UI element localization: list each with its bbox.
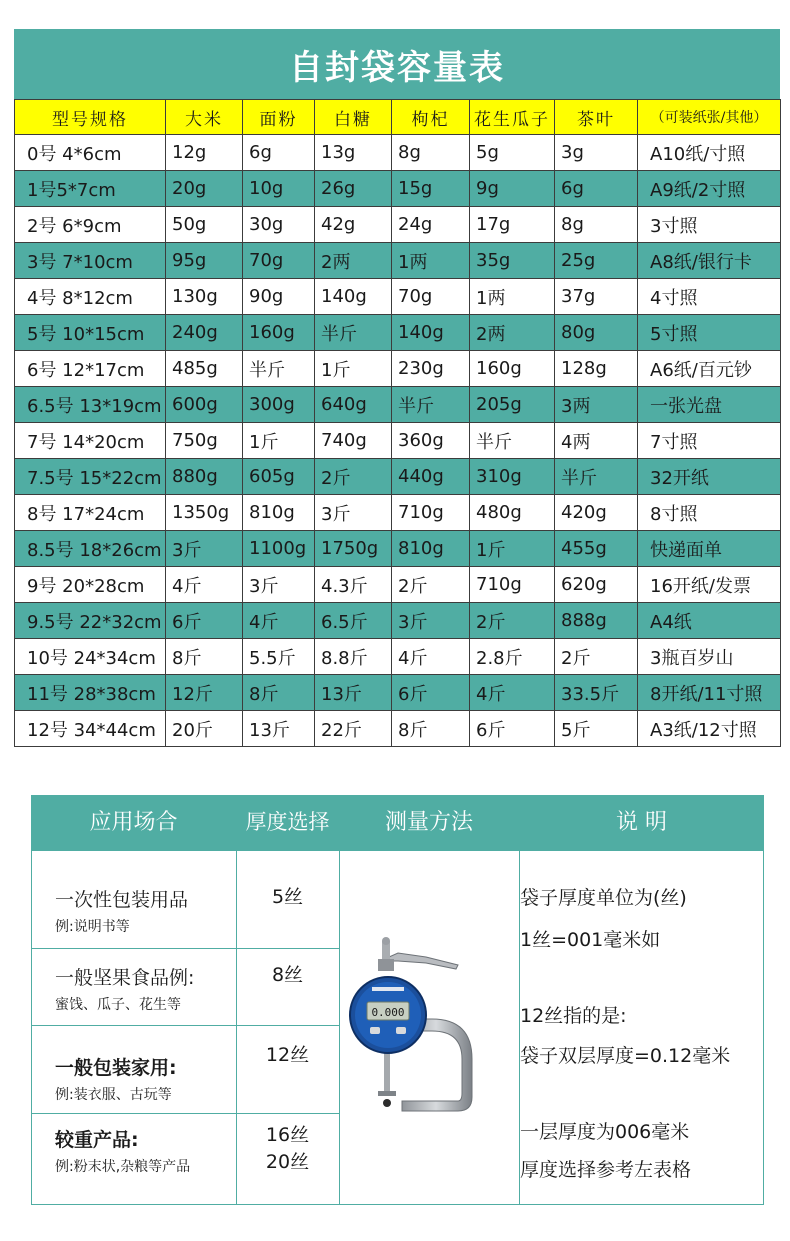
capacity-cell: 810g — [243, 495, 315, 531]
size-spec-cell: 8号 17*24cm — [15, 495, 166, 531]
capacity-cell: 半斤 — [243, 351, 315, 387]
capacity-cell: 3斤 — [315, 495, 392, 531]
capacity-cell: 6g — [243, 135, 315, 171]
capacity-cell: 80g — [555, 315, 638, 351]
capacity-cell: 4两 — [555, 423, 638, 459]
capacity-row — [15, 603, 781, 639]
capacity-cell: 8.8斤 — [315, 639, 392, 675]
capacity-cell: 5g — [470, 135, 555, 171]
divider — [31, 1025, 236, 1026]
capacity-cell: 半斤 — [555, 459, 638, 495]
capacity-cell: 6斤 — [166, 603, 243, 639]
use-row-disposable — [55, 885, 188, 936]
capacity-cell: 810g — [392, 531, 470, 567]
capacity-row — [15, 459, 781, 495]
capacity-row — [15, 531, 781, 567]
capacity-cell: A6纸/百元钞 — [638, 351, 781, 387]
capacity-cell: 3两 — [555, 387, 638, 423]
capacity-cell: 50g — [166, 207, 243, 243]
capacity-cell: 620g — [555, 567, 638, 603]
capacity-row — [15, 711, 781, 747]
capacity-cell: 1斤 — [315, 351, 392, 387]
capacity-cell: 3斤 — [392, 603, 470, 639]
thickness-value: 12丝 — [265, 1044, 310, 1066]
divider — [236, 1113, 339, 1114]
capacity-cell: 5.5斤 — [243, 639, 315, 675]
capacity-cell: 3斤 — [166, 531, 243, 567]
divider — [31, 948, 236, 949]
capacity-row — [15, 207, 781, 243]
size-spec-cell: 6号 12*17cm — [15, 351, 166, 387]
size-spec-cell: 3号 7*10cm — [15, 243, 166, 279]
capacity-table-title: 自封袋容量表 — [14, 29, 780, 99]
capacity-cell: 600g — [166, 387, 243, 423]
capacity-cell: 360g — [392, 423, 470, 459]
capacity-cell: 快递面单 — [638, 531, 781, 567]
capacity-cell: 1斤 — [243, 423, 315, 459]
capacity-header-cell: 大米 — [166, 100, 243, 135]
capacity-cell: 1350g — [166, 495, 243, 531]
capacity-cell: 2斤 — [555, 639, 638, 675]
capacity-cell: 半斤 — [392, 387, 470, 423]
capacity-cell: 230g — [392, 351, 470, 387]
capacity-cell: 70g — [243, 243, 315, 279]
capacity-cell: 420g — [555, 495, 638, 531]
capacity-cell: 3寸照 — [638, 207, 781, 243]
gauge-readout: 0.000 — [371, 1006, 405, 1019]
capacity-cell: 480g — [470, 495, 555, 531]
capacity-row — [15, 351, 781, 387]
capacity-cell: 1100g — [243, 531, 315, 567]
capacity-cell: 1斤 — [470, 531, 555, 567]
capacity-cell: 70g — [392, 279, 470, 315]
use-row-household — [55, 1053, 177, 1104]
capacity-cell: 一张光盘 — [638, 387, 781, 423]
capacity-cell: 90g — [243, 279, 315, 315]
capacity-cell: 160g — [243, 315, 315, 351]
capacity-table-section — [14, 29, 780, 747]
description-line: 一层厚度为006毫米 — [520, 1121, 690, 1143]
capacity-cell: 8寸照 — [638, 495, 781, 531]
capacity-cell: 140g — [392, 315, 470, 351]
capacity-cell: 8g — [555, 207, 638, 243]
thickness-value: 8丝 — [271, 964, 304, 986]
header-thickness: 厚度选择 — [245, 810, 330, 834]
capacity-cell: 640g — [315, 387, 392, 423]
thickness-table-header — [31, 795, 764, 850]
size-spec-cell: 4号 8*12cm — [15, 279, 166, 315]
capacity-row — [15, 315, 781, 351]
capacity-cell: 13g — [315, 135, 392, 171]
capacity-cell: 半斤 — [315, 315, 392, 351]
capacity-cell: 710g — [470, 567, 555, 603]
divider — [236, 1025, 339, 1026]
capacity-row — [15, 243, 781, 279]
use-title: 一般坚果食品例: — [55, 967, 195, 989]
capacity-cell: 13斤 — [243, 711, 315, 747]
capacity-row — [15, 567, 781, 603]
capacity-cell: 20g — [166, 171, 243, 207]
use-example: 蜜饯、瓜子、花生等 — [55, 997, 181, 1013]
size-spec-cell: 8.5号 18*26cm — [15, 531, 166, 567]
capacity-cell: 24g — [392, 207, 470, 243]
thickness-gauge-image — [340, 935, 480, 1135]
capacity-cell: 8斤 — [392, 711, 470, 747]
use-title: 一般包装家用: — [55, 1057, 177, 1079]
capacity-cell: 4寸照 — [638, 279, 781, 315]
capacity-cell: 2斤 — [315, 459, 392, 495]
capacity-cell: 37g — [555, 279, 638, 315]
size-spec-cell: 11号 28*38cm — [15, 675, 166, 711]
capacity-cell: 26g — [315, 171, 392, 207]
capacity-cell: 240g — [166, 315, 243, 351]
capacity-cell: 4斤 — [470, 675, 555, 711]
capacity-row — [15, 387, 781, 423]
capacity-cell: 6g — [555, 171, 638, 207]
capacity-cell: 310g — [470, 459, 555, 495]
capacity-cell: 20斤 — [166, 711, 243, 747]
use-example: 例:说明书等 — [55, 919, 130, 935]
capacity-row — [15, 423, 781, 459]
header-measure-method: 测量方法 — [384, 810, 473, 835]
capacity-row — [15, 675, 781, 711]
capacity-cell: 4斤 — [392, 639, 470, 675]
capacity-row — [15, 639, 781, 675]
capacity-cell: 33.5斤 — [555, 675, 638, 711]
capacity-cell: 2斤 — [470, 603, 555, 639]
capacity-cell: 205g — [470, 387, 555, 423]
capacity-cell: 35g — [470, 243, 555, 279]
capacity-cell: 3斤 — [243, 567, 315, 603]
capacity-cell: 10g — [243, 171, 315, 207]
capacity-cell: 888g — [555, 603, 638, 639]
capacity-cell: 22斤 — [315, 711, 392, 747]
capacity-row — [15, 135, 781, 171]
capacity-cell: 1750g — [315, 531, 392, 567]
size-spec-cell: 10号 24*34cm — [15, 639, 166, 675]
capacity-cell: 5斤 — [555, 711, 638, 747]
divider — [236, 948, 339, 949]
capacity-cell: A9纸/2寸照 — [638, 171, 781, 207]
capacity-cell: 2.8斤 — [470, 639, 555, 675]
thickness-value: 16丝 — [265, 1124, 310, 1146]
capacity-cell: 12斤 — [166, 675, 243, 711]
capacity-cell: 32开纸 — [638, 459, 781, 495]
size-spec-cell: 9.5号 22*32cm — [15, 603, 166, 639]
use-title: 较重产品: — [55, 1129, 139, 1151]
capacity-cell: 15g — [392, 171, 470, 207]
capacity-cell: 140g — [315, 279, 392, 315]
capacity-cell: 17g — [470, 207, 555, 243]
size-spec-cell: 5号 10*15cm — [15, 315, 166, 351]
size-spec-cell: 0号 4*6cm — [15, 135, 166, 171]
capacity-header-cell: 面粉 — [243, 100, 315, 135]
capacity-cell: 3g — [555, 135, 638, 171]
thickness-value: 20丝 — [265, 1151, 310, 1173]
capacity-cell: 710g — [392, 495, 470, 531]
capacity-cell: 750g — [166, 423, 243, 459]
capacity-cell: 740g — [315, 423, 392, 459]
capacity-header-cell: 白糖 — [315, 100, 392, 135]
capacity-cell: 8开纸/11寸照 — [638, 675, 781, 711]
capacity-row — [15, 171, 781, 207]
capacity-cell: 8斤 — [166, 639, 243, 675]
capacity-cell: 4斤 — [243, 603, 315, 639]
size-spec-cell: 12号 34*44cm — [15, 711, 166, 747]
capacity-cell: 9g — [470, 171, 555, 207]
capacity-cell: 6.5斤 — [315, 603, 392, 639]
capacity-cell: 8斤 — [243, 675, 315, 711]
capacity-row — [15, 279, 781, 315]
capacity-cell: A8纸/银行卡 — [638, 243, 781, 279]
capacity-cell: 95g — [166, 243, 243, 279]
capacity-cell: 25g — [555, 243, 638, 279]
capacity-cell: 13斤 — [315, 675, 392, 711]
capacity-cell: 455g — [555, 531, 638, 567]
capacity-cell: 485g — [166, 351, 243, 387]
capacity-cell: 2斤 — [392, 567, 470, 603]
capacity-cell: 130g — [166, 279, 243, 315]
capacity-header-cell: 花生瓜子 — [470, 100, 555, 135]
capacity-cell: 1两 — [392, 243, 470, 279]
capacity-cell: 30g — [243, 207, 315, 243]
capacity-cell: 1两 — [470, 279, 555, 315]
capacity-cell: 128g — [555, 351, 638, 387]
description-line: 12丝指的是: — [520, 1005, 627, 1027]
use-row-nuts-food — [55, 963, 194, 1014]
capacity-cell: 4斤 — [166, 567, 243, 603]
description-line: 袋子双层厚度=0.12毫米 — [520, 1045, 731, 1067]
capacity-cell: 6斤 — [470, 711, 555, 747]
size-spec-cell: 7号 14*20cm — [15, 423, 166, 459]
capacity-header-cell: 枸杞 — [392, 100, 470, 135]
capacity-cell: A10纸/寸照 — [638, 135, 781, 171]
thickness-value: 5丝 — [271, 886, 304, 908]
header-application: 应用场合 — [89, 810, 178, 835]
size-spec-cell: 6.5号 13*19cm — [15, 387, 166, 423]
capacity-cell: 12g — [166, 135, 243, 171]
use-title: 一次性包装用品 — [55, 889, 189, 911]
use-example: 例:粉末状,杂粮等产品 — [55, 1159, 191, 1175]
use-row-heavy — [55, 1125, 190, 1176]
description-line: 厚度选择参考左表格 — [520, 1159, 692, 1181]
header-description: 说 明 — [616, 810, 667, 835]
capacity-header-cell: 茶叶 — [555, 100, 638, 135]
capacity-cell: 3瓶百岁山 — [638, 639, 781, 675]
divider — [31, 1113, 236, 1114]
capacity-cell: 605g — [243, 459, 315, 495]
capacity-cell: 300g — [243, 387, 315, 423]
capacity-cell: 42g — [315, 207, 392, 243]
capacity-cell: 4.3斤 — [315, 567, 392, 603]
size-spec-cell: 9号 20*28cm — [15, 567, 166, 603]
capacity-row — [15, 495, 781, 531]
capacity-cell: 880g — [166, 459, 243, 495]
use-example: 例:装衣服、古玩等 — [55, 1087, 172, 1103]
capacity-table — [14, 99, 781, 747]
size-spec-cell: 2号 6*9cm — [15, 207, 166, 243]
capacity-cell: 2两 — [315, 243, 392, 279]
capacity-header-row — [15, 100, 781, 135]
capacity-cell: 5寸照 — [638, 315, 781, 351]
capacity-cell: 半斤 — [470, 423, 555, 459]
capacity-cell: 2两 — [470, 315, 555, 351]
capacity-cell: 160g — [470, 351, 555, 387]
size-spec-cell: 1号5*7cm — [15, 171, 166, 207]
description-line: 袋子厚度单位为(丝) — [520, 887, 687, 909]
capacity-cell: 16开纸/发票 — [638, 567, 781, 603]
capacity-cell: 8g — [392, 135, 470, 171]
capacity-cell: 6斤 — [392, 675, 470, 711]
capacity-cell: 440g — [392, 459, 470, 495]
capacity-cell: A4纸 — [638, 603, 781, 639]
capacity-header-cell: （可装纸张/其他） — [638, 100, 781, 135]
capacity-cell: 7寸照 — [638, 423, 781, 459]
capacity-header-cell: 型号规格 — [15, 100, 166, 135]
description-line: 1丝=001毫米如 — [520, 929, 661, 951]
capacity-cell: A3纸/12寸照 — [638, 711, 781, 747]
size-spec-cell: 7.5号 15*22cm — [15, 459, 166, 495]
